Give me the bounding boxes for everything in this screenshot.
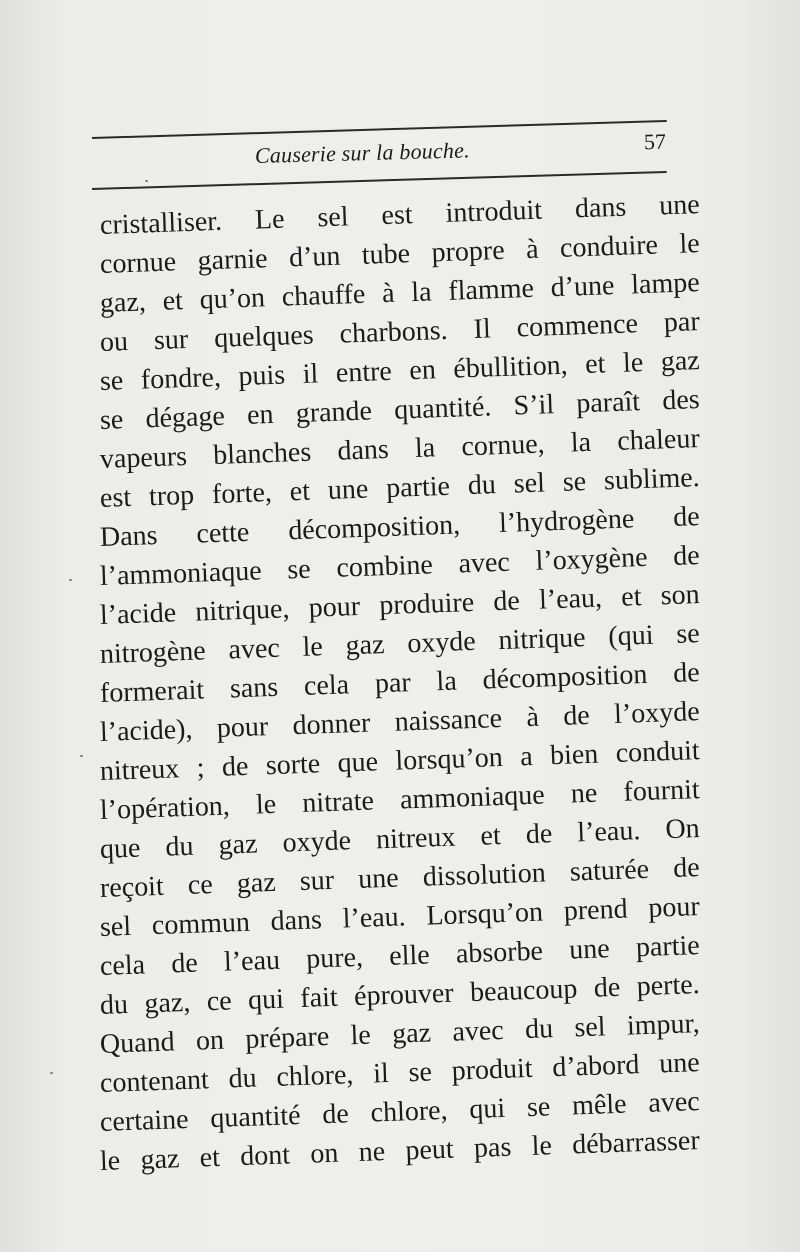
text-line: du gaz, ce qui fait éprouver beaucoup de perte. xyxy=(99,969,701,1021)
text-line: nitrogène avec le gaz oxyde nitrique (qui se xyxy=(99,618,701,670)
text-line: Dans cette décomposition, l’hydrogène de xyxy=(99,501,701,553)
text-line: cornue garnie d’un tube propre à conduire le xyxy=(99,228,701,280)
text-line: se fondre, puis il entre en ébullition, et le gaz xyxy=(99,345,701,397)
text-line: cristalliser. Le sel est introduit dans une xyxy=(99,189,701,241)
text-line: contenant du chlore, il se produit d’abord une xyxy=(99,1047,701,1099)
text-line: Quand on prépare le gaz avec du sel impur, xyxy=(99,1008,701,1060)
text-line: l’acide nitrique, pour produire de l’eau, et son xyxy=(99,579,701,631)
text-line: ou sur quelques charbons. Il commence par xyxy=(99,306,701,358)
paper-speck xyxy=(69,579,72,581)
text-line: vapeurs blanches dans la cornue, la chaleur xyxy=(99,423,701,475)
text-line: nitreux ; de sorte que lorsqu’on a bien conduit xyxy=(99,735,701,787)
text-line: l’ammoniaque se combine avec l’oxygène de xyxy=(99,540,701,592)
text-line: l’acide), pour donner naissance à de l’oxyde xyxy=(99,696,701,748)
text-line: cela de l’eau pure, elle absorbe une partie xyxy=(99,930,701,982)
text-line: est trop forte, et une partie du sel se sublime. xyxy=(99,462,701,514)
paper-speck xyxy=(80,755,83,757)
page-number: 57 xyxy=(643,128,667,155)
paper-speck xyxy=(50,1072,53,1074)
paper-speck xyxy=(145,180,148,182)
header-rule-bottom xyxy=(92,171,667,190)
text-line: gaz, et qu’on chauffe à la flamme d’une lampe xyxy=(99,267,701,319)
text-line: que du gaz oxyde nitreux et de l’eau. On xyxy=(99,813,701,865)
text-line: le gaz et dont on ne peut pas le débarrasser xyxy=(99,1125,701,1177)
header-rule-top xyxy=(92,120,667,139)
running-title: Causerie sur la bouche. xyxy=(254,137,471,168)
text-line: sel commun dans l’eau. Lorsqu’on prend pour xyxy=(99,891,701,943)
text-line: l’opération, le nitrate ammoniaque ne fournit xyxy=(99,774,701,826)
text-line: certaine quantité de chlore, qui se mêle avec xyxy=(99,1086,701,1138)
text-line: se dégage en grande quantité. S’il paraît des xyxy=(99,384,701,436)
text-line: formerait sans cela par la décomposition de xyxy=(99,657,701,709)
text-line: reçoit ce gaz sur une dissolution saturée de xyxy=(99,852,701,904)
